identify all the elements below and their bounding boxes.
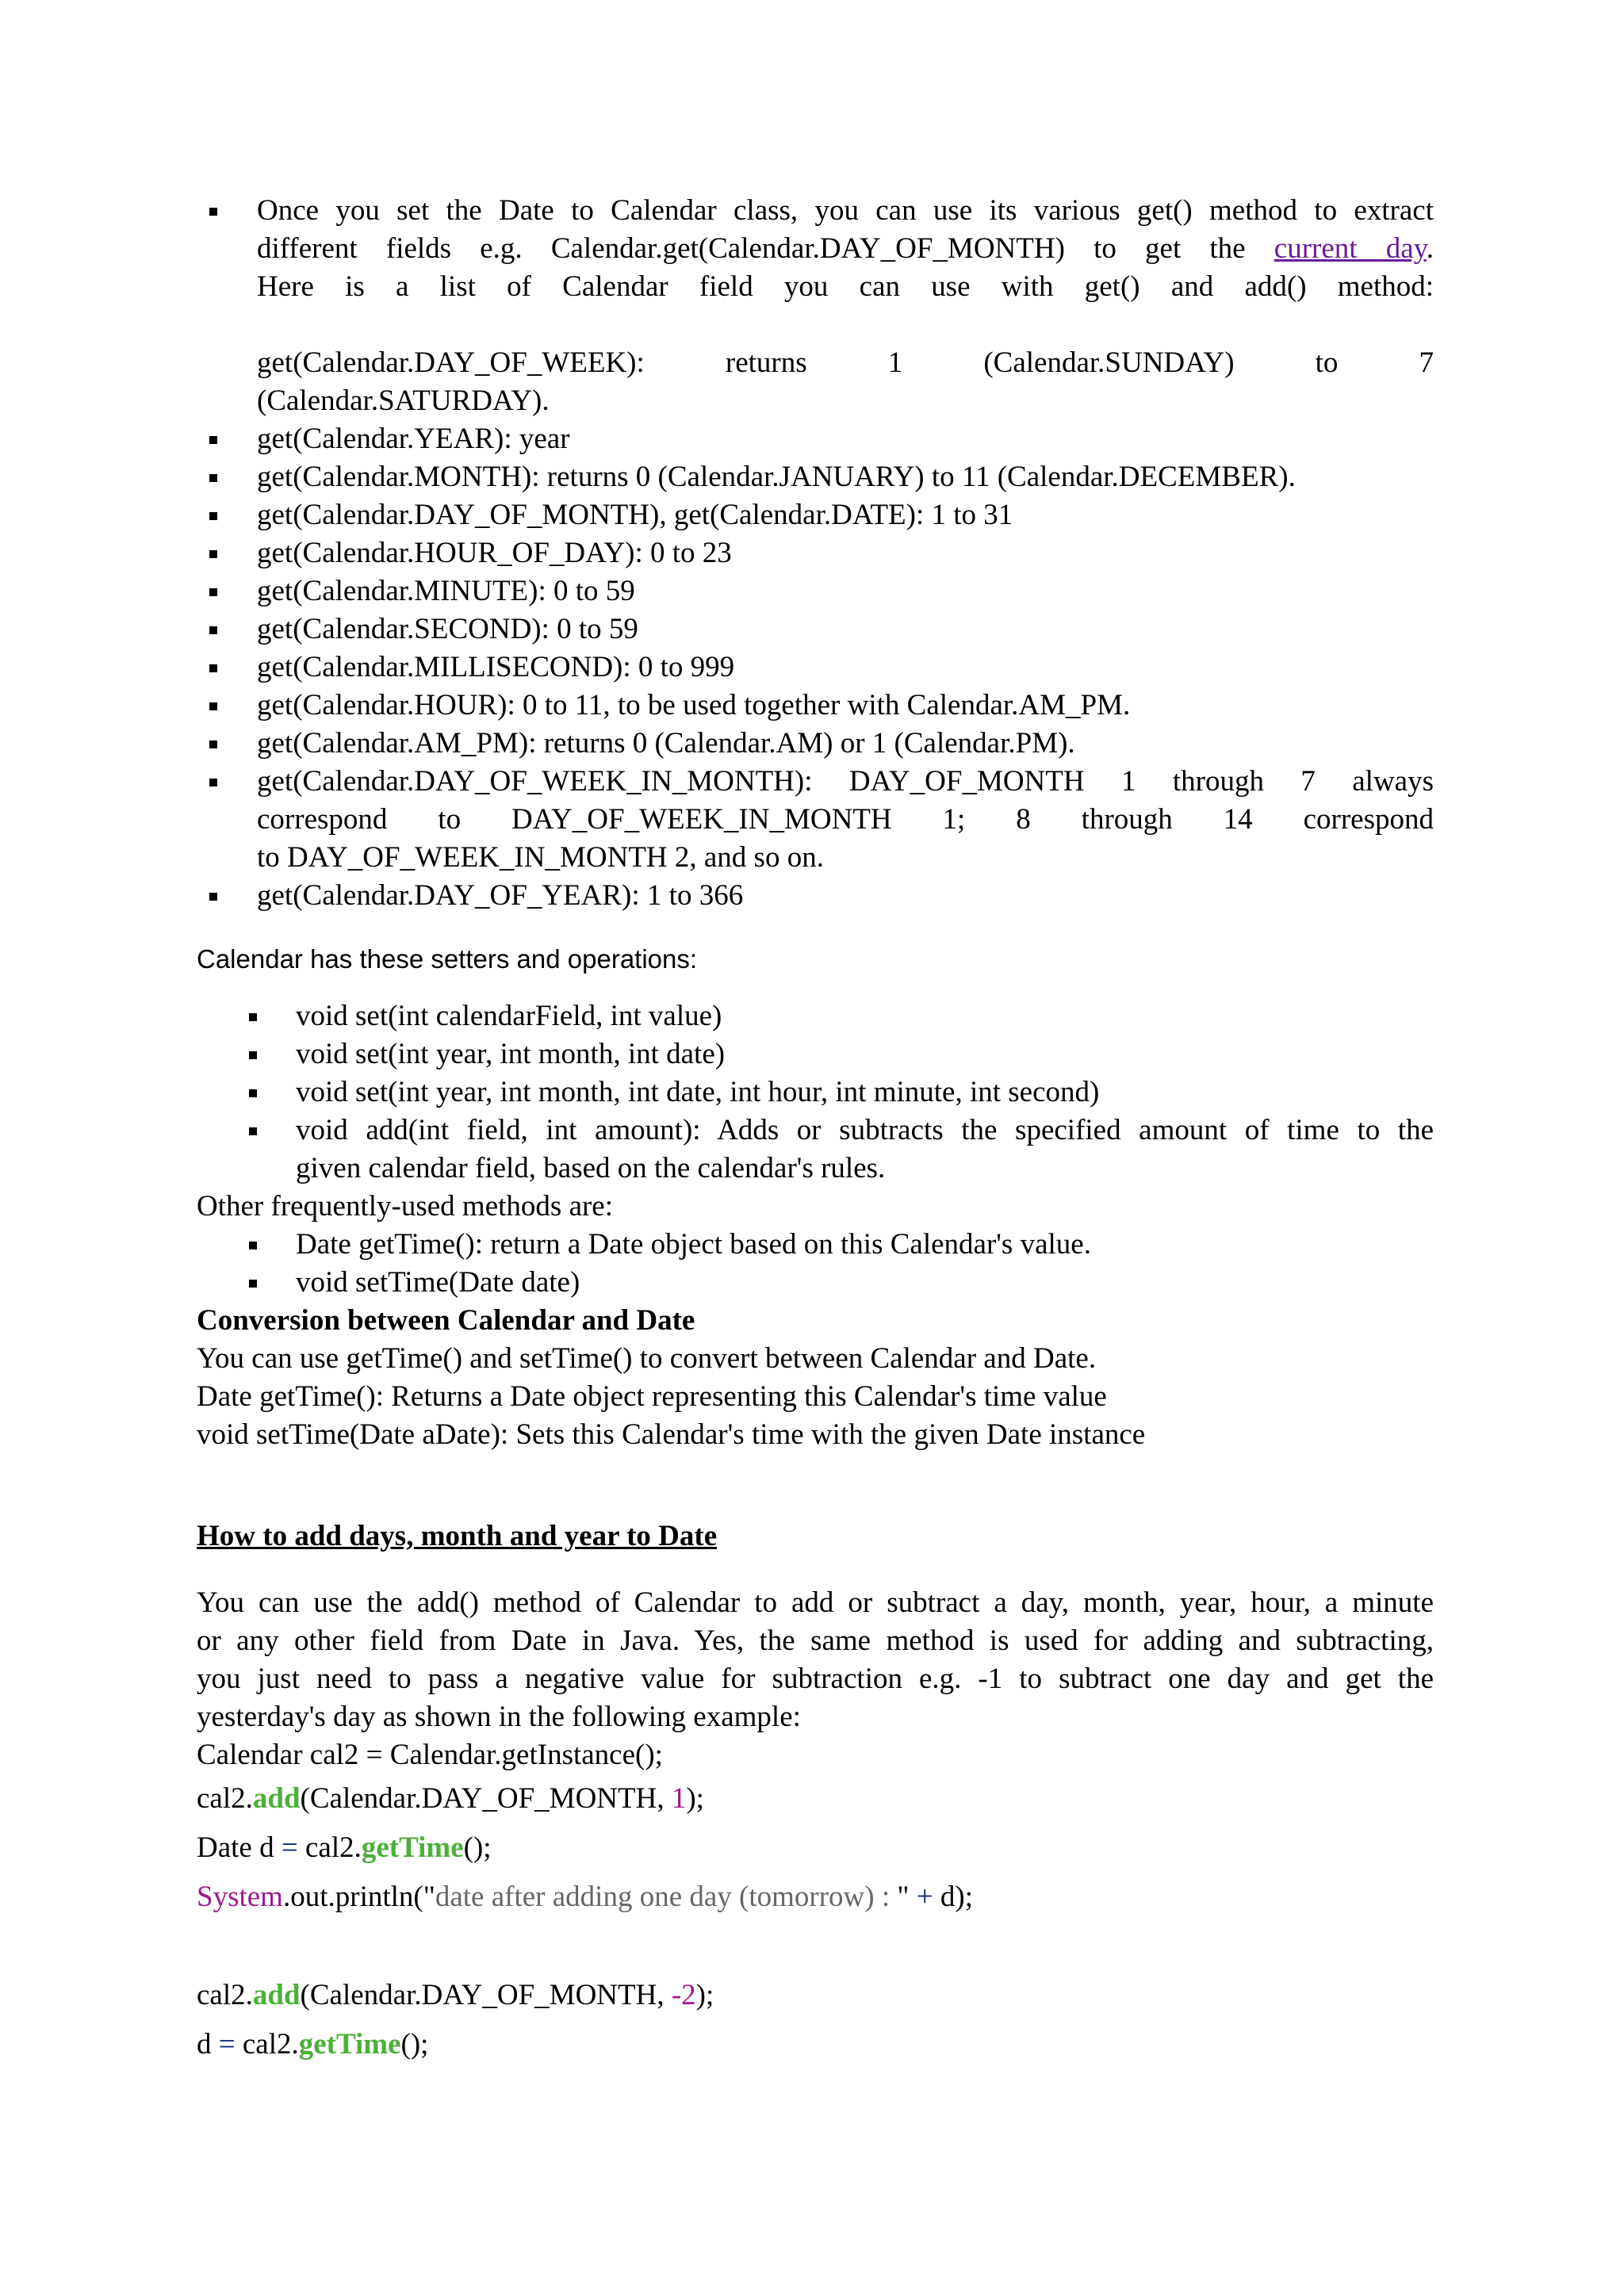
square-bullet-icon — [209, 893, 217, 901]
list-item: get(Calendar.DAY_OF_MONTH), get(Calendar.DATE): 1 to 31 — [197, 496, 1434, 534]
list-item — [197, 763, 1434, 877]
paragraph-line: or any other field from Date in Java. Yes, the same method is used for adding and subtracting, — [197, 1624, 1434, 1657]
text-line: get(Calendar.DAY_OF_WEEK_IN_MONTH): DAY_OF_MONTH 1 through 7 always — [257, 765, 1434, 798]
square-bullet-icon — [209, 512, 217, 520]
square-bullet-icon — [209, 436, 217, 444]
text-line: void add(int field, int amount): Adds or subtracts the specified amount of time to the — [296, 1114, 1434, 1146]
list-item: get(Calendar.AM_PM): returns 0 (Calendar.AM) or 1 (Calendar.PM). — [197, 725, 1434, 763]
list-item: get(Calendar.MONTH): returns 0 (Calendar.JANUARY) to 11 (Calendar.DECEMBER). — [197, 458, 1434, 496]
text-line: (Calendar.SATURDAY). — [257, 385, 550, 417]
square-bullet-icon — [209, 588, 217, 596]
list-item: get(Calendar.HOUR): 0 to 11, to be used together with Calendar.AM_PM. — [197, 687, 1434, 725]
square-bullet-icon — [209, 474, 217, 482]
text-line: get(Calendar.DAY_OF_WEEK): returns 1 (Calendar.SUNDAY) to 7 — [257, 346, 1434, 379]
paragraph-line: You can use the add() method of Calendar to add or subtract a day, month, year, hour, a minute — [197, 1586, 1434, 1619]
text-line: Here is a list of Calendar field you can use with get() and add() method: — [257, 270, 1434, 303]
list-item: Date getTime(): return a Date object based on this Calendar's value. — [197, 1226, 1434, 1264]
paragraph-line: yesterday's day as shown in the following example: — [197, 1701, 801, 1733]
list-item: get(Calendar.YEAR): year — [197, 420, 1434, 458]
code-block — [197, 1774, 1434, 2069]
current-day-link[interactable]: current day — [1274, 232, 1427, 265]
square-bullet-icon — [209, 779, 217, 786]
code-line: Date d = cal2.getTime(); — [197, 1831, 492, 1864]
square-bullet-icon — [209, 626, 217, 634]
square-bullet-icon — [249, 1127, 257, 1135]
code-line: Calendar cal2 = Calendar.getInstance(); — [197, 1739, 663, 1771]
conversion-line: Date getTime(): Returns a Date object representing this Calendar's time value — [197, 1380, 1107, 1413]
square-bullet-icon — [249, 1242, 257, 1249]
square-bullet-icon — [249, 1089, 257, 1097]
list-item: void setTime(Date date) — [197, 1264, 1434, 1302]
square-bullet-icon — [249, 1051, 257, 1059]
square-bullet-icon — [209, 664, 217, 672]
text-line: different fields e.g. Calendar.get(Calendar.DAY_OF_MONTH) to get the current day. — [257, 232, 1434, 265]
setters-list — [197, 997, 1434, 1188]
square-bullet-icon — [209, 740, 217, 748]
list-item: get(Calendar.MILLISECOND): 0 to 999 — [197, 649, 1434, 687]
code-line: cal2.add(Calendar.DAY_OF_MONTH, 1); — [197, 1782, 704, 1815]
square-bullet-icon — [209, 702, 217, 710]
conversion-line: You can use getTime() and setTime() to convert between Calendar and Date. — [197, 1342, 1097, 1375]
text-line: given calendar field, based on the calendar's rules. — [296, 1152, 886, 1184]
list-item: void set(int calendarField, int value) — [197, 997, 1434, 1035]
setters-intro: Calendar has these setters and operations: — [197, 944, 698, 974]
other-methods-list — [197, 1226, 1434, 1302]
list-item: void set(int year, int month, int date, int hour, int minute, int second) — [197, 1073, 1434, 1112]
list-item: get(Calendar.SECOND): 0 to 59 — [197, 610, 1434, 649]
list-item: get(Calendar.MINUTE): 0 to 59 — [197, 572, 1434, 610]
list-item: get(Calendar.DAY_OF_YEAR): 1 to 366 — [197, 877, 1434, 915]
code-line: d = cal2.getTime(); — [197, 2028, 429, 2061]
text-line: to DAY_OF_WEEK_IN_MONTH 2, and so on. — [257, 841, 824, 874]
code-line: cal2.add(Calendar.DAY_OF_MONTH, -2); — [197, 1979, 714, 2011]
text-line: Once you set the Date to Calendar class, you can use its various get() method to extract — [257, 194, 1434, 227]
square-bullet-icon — [209, 208, 217, 216]
list-item: get(Calendar.HOUR_OF_DAY): 0 to 23 — [197, 534, 1434, 572]
section-heading: How to add days, month and year to Date — [197, 1520, 718, 1552]
list-item: void set(int year, int month, int date) — [197, 1035, 1434, 1073]
list-item — [197, 192, 1434, 420]
square-bullet-icon — [209, 550, 217, 558]
conversion-line: void setTime(Date aDate): Sets this Calendar's time with the given Date instance — [197, 1418, 1146, 1451]
document-page — [197, 192, 1434, 2069]
calendar-get-fields-list — [197, 192, 1434, 915]
square-bullet-icon — [249, 1280, 257, 1288]
other-methods-intro: Other frequently-used methods are: — [197, 1190, 614, 1223]
conversion-title: Conversion between Calendar and Date — [197, 1304, 695, 1337]
square-bullet-icon — [249, 1013, 257, 1021]
code-line: System.out.println("date after adding one day (tomorrow) : " + d); — [197, 1881, 973, 1913]
text-line: correspond to DAY_OF_WEEK_IN_MONTH 1; 8 through 14 correspond — [257, 803, 1434, 836]
list-item — [197, 1112, 1434, 1188]
paragraph-line: you just need to pass a negative value for subtraction e.g. -1 to subtract one day and get the — [197, 1663, 1434, 1695]
